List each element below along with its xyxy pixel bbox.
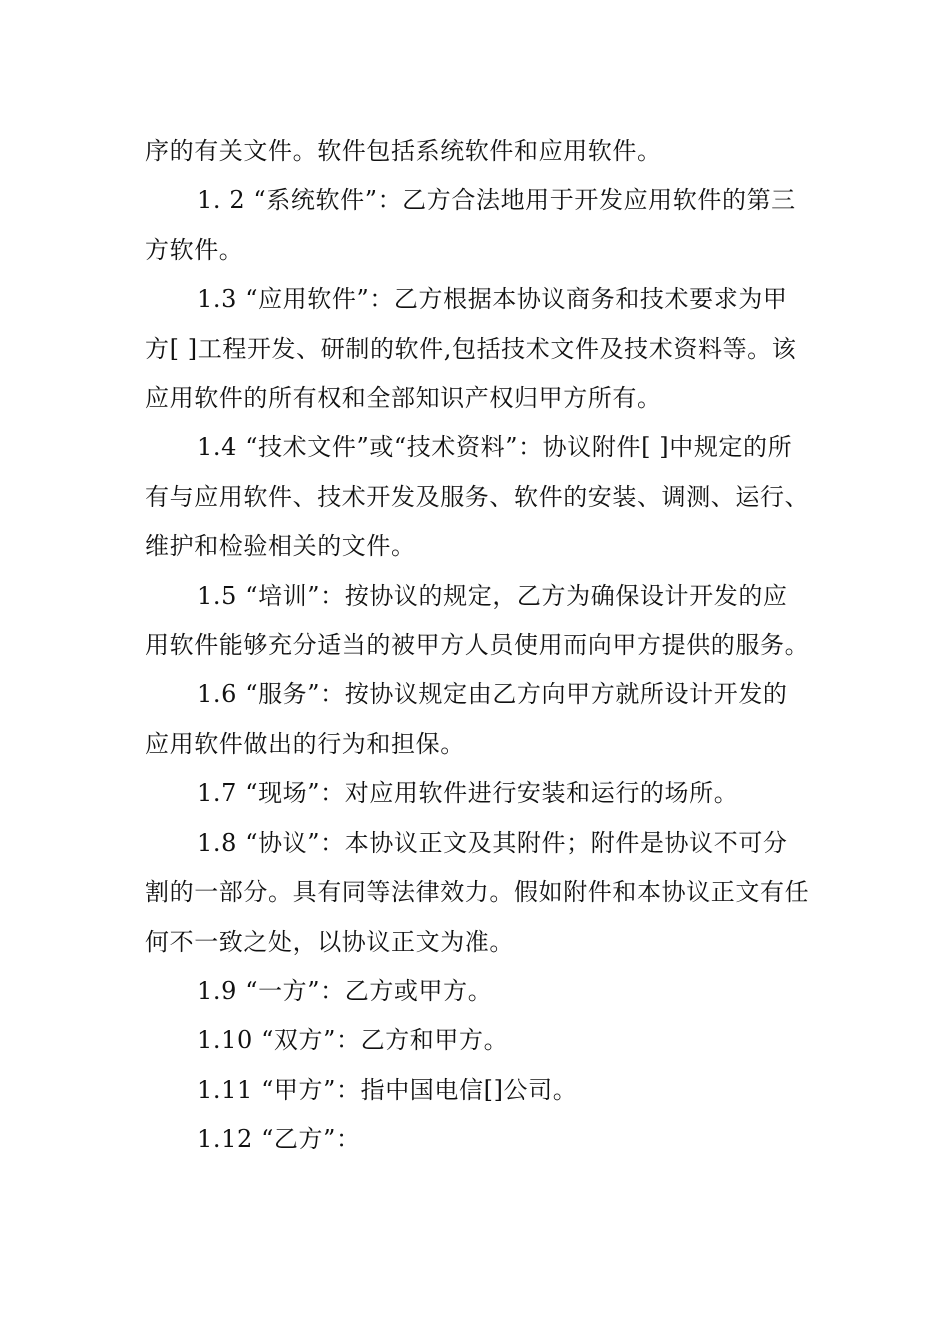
clause-1-11: 1.11 “甲方”：指中国电信[]公司。 (197, 1075, 578, 1104)
clause-1-2: 1. 2 “系统软件”：乙方合法地用于开发应用软件的第三方软件。 (145, 186, 796, 264)
clause-1-4: 1.4 “技术文件”或“技术资料”：协议附件[ ]中规定的所有与应用软件、技术开发及服务、软件的安装、调测、运行、维护和检验相关的文件。 (145, 433, 810, 561)
clause-1-9: 1.9 “一方”：乙方或甲方。 (197, 976, 493, 1005)
clause-1-8: 1.8 “协议”：本协议正文及其附件；附件是协议不可分割的一部分。具有同等法律效力。假如附件和本协议正文有任何不一致之处，以协议正文为准。 (145, 828, 810, 956)
clause-1-12: 1.12 “乙方”： (197, 1125, 361, 1154)
clause-1-5: 1.5 “培训”：按协议的规定，乙方为确保设计开发的应用软件能够充分适当的被甲方人员使用而向甲方提供的服务。 (145, 581, 810, 660)
clause-1-3: 1.3 “应用软件”：乙方根据本协议商务和技术要求为甲方[ ]工程开发、研制的软件,包括技术文件及技术资料等。该应用软件的所有权和全部知识产权归甲方所有。 (145, 285, 797, 413)
clause-1-10: 1.10 “双方”：乙方和甲方。 (197, 1026, 509, 1055)
paragraph-continuation: 序的有关文件。软件包括系统软件和应用软件。 (145, 137, 662, 165)
clause-1-6: 1.6 “服务”：按协议规定由乙方向甲方就所设计开发的应用软件做出的行为和担保。 (145, 680, 788, 758)
document-body (145, 127, 810, 1165)
clause-1-7: 1.7 “现场”：对应用软件进行安装和运行的场所。 (197, 779, 739, 808)
